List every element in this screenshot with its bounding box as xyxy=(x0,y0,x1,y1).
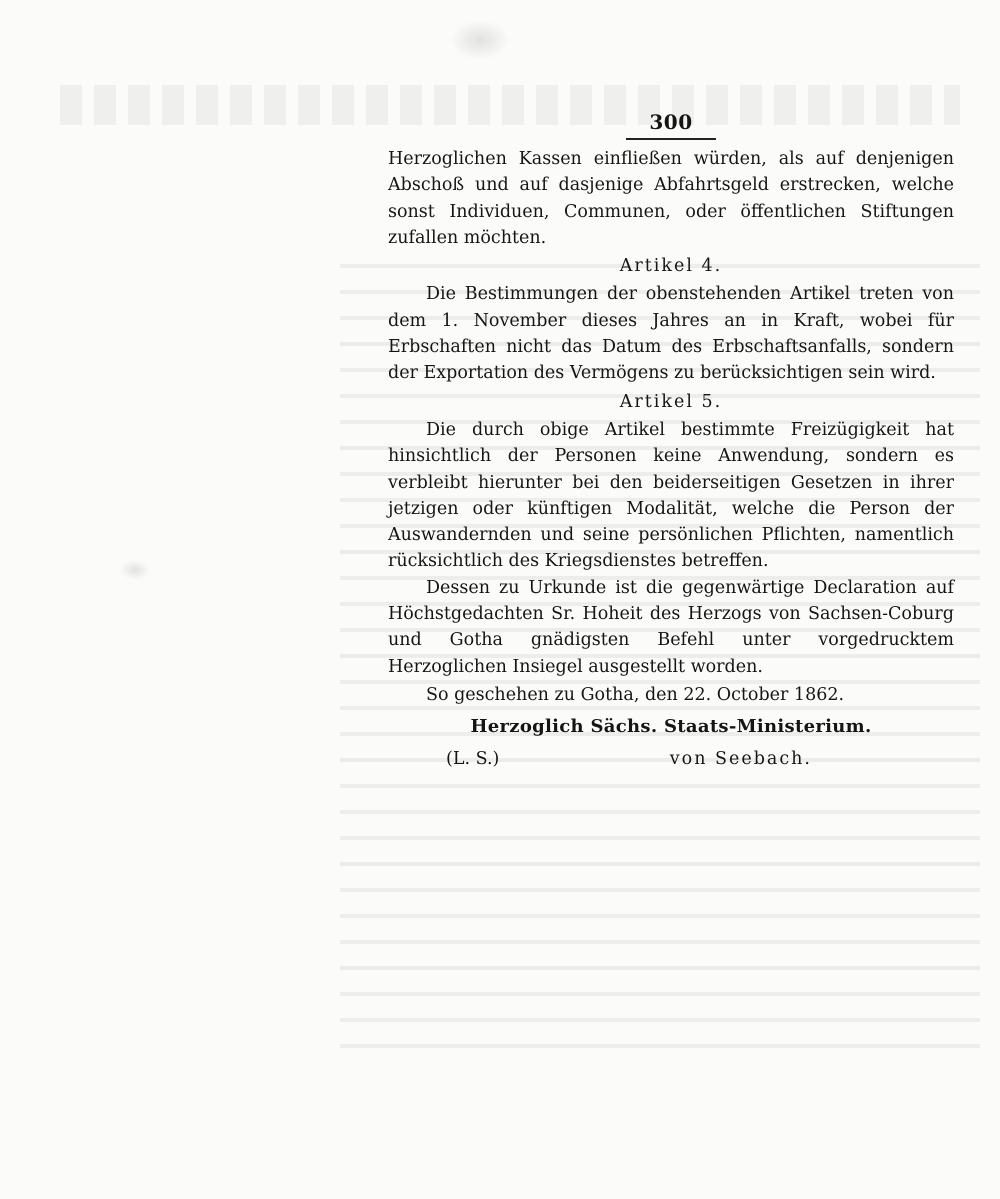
signature-row xyxy=(388,744,954,774)
article-5-heading: Artikel 5. xyxy=(619,391,723,412)
article-4-text: Die Bestimmungen der obenstehenden Artikel treten von dem 1. November dieses Jahres an in Kraft, wobei für Erbschaften nicht das Datum des Erbschaftsanfalls, sondern der Exportation des Vermögens zu berücksichtigen sein wird. xyxy=(388,284,954,384)
main-text-column xyxy=(388,108,954,774)
signatory-name: von Seebach. xyxy=(669,749,812,770)
article-5-text: Die durch obige Artikel bestimmte Freizügigkeit hat hinsichtlich der Personen keine Anwendung, sondern es verbleibt hierunter bei den beiderseitigen Gesetzen in ihrer jetzigen oder künftigen Modalität, welche die Person der Auswandernden und seine persönlichen Pflichten, namentlich rücksichtlich des Kriegsdienstes betreffen. xyxy=(388,419,954,572)
page-number-rule xyxy=(626,138,716,140)
place-and-date: So geschehen zu Gotha, den 22. October 1862. xyxy=(426,684,845,705)
continuation-paragraph: Herzoglichen Kassen einfließen würden, als auf denjenigen Abschoß und auf dasjenige Abfahrtsgeld erstrecken, welche sonst Individuen, Communen, oder öffentlichen Stiftungen zufallen möchten. xyxy=(388,149,954,248)
certification-paragraph: Dessen zu Urkunde ist die gegenwärtige Declaration auf Höchstgedachten Sr. Hoheit des Herzogs von Sachsen-Coburg und Gotha gnädigsten Befehl unter vorgedrucktem Herzoglichen Insiegel ausgestellt worden. xyxy=(388,577,954,677)
page-number: 300 xyxy=(649,110,693,134)
paper-smudge xyxy=(120,560,150,580)
article-4-heading: Artikel 4. xyxy=(619,256,723,277)
issuing-ministry: Herzoglich Sächs. Staats-Ministerium. xyxy=(470,716,872,738)
seal-mark: (L. S.) xyxy=(446,749,500,770)
paper-smudge xyxy=(450,20,510,60)
